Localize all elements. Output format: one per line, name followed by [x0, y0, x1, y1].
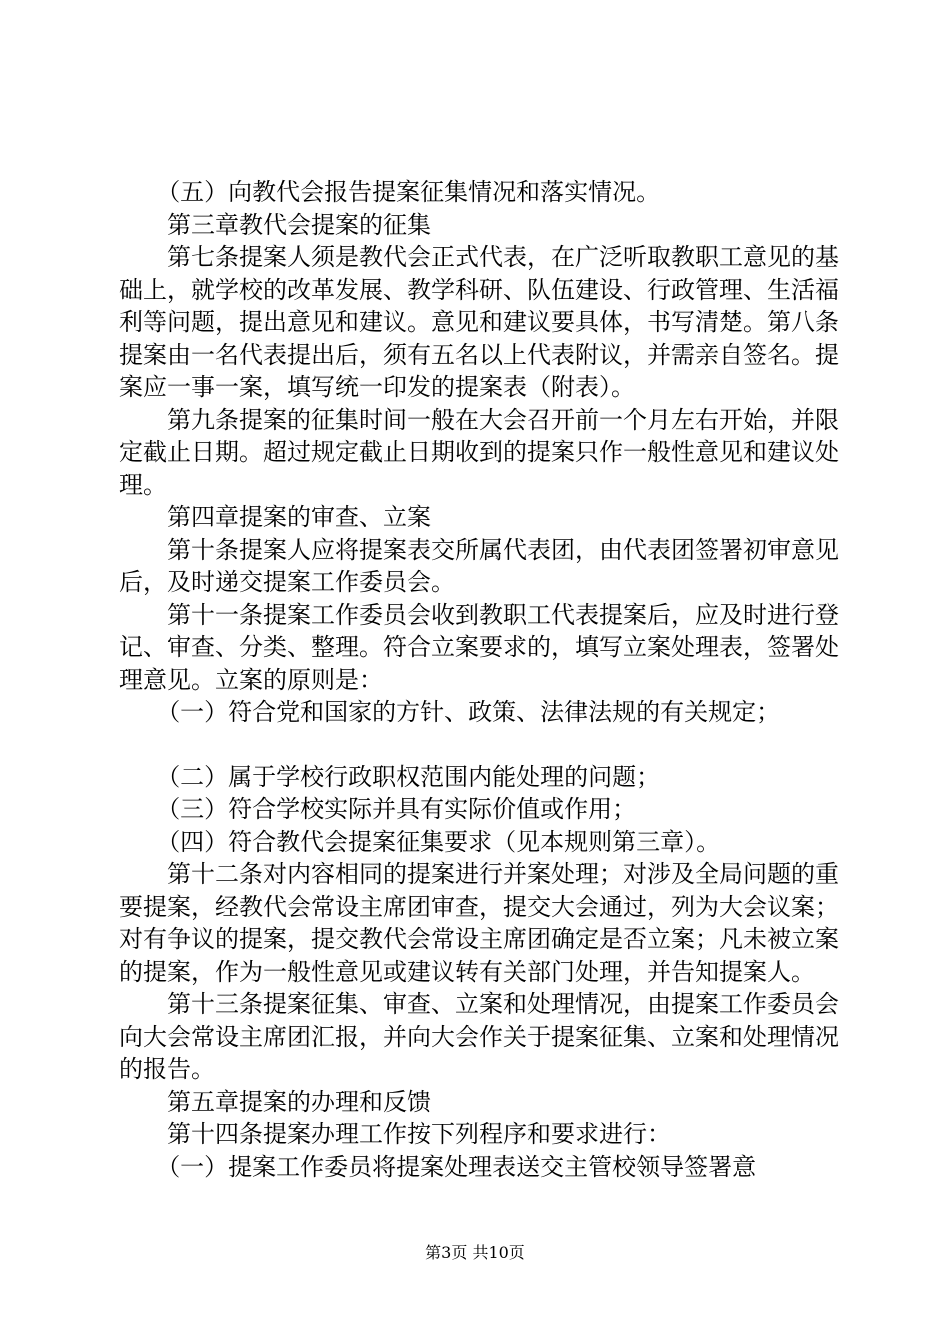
list-item: （一）符合党和国家的方针、政策、法律法规的有关规定；	[156, 698, 781, 726]
list-item: （二）属于学校行政职权范围内能处理的问题；	[156, 762, 661, 791]
article-paragraph: 第十三条提案征集、审查、立案和处理情况，由提案工作委员会向大会常设主席团汇报，并向大会作关于提案征集、立案和处理情况的报告。	[119, 990, 839, 1083]
list-item: （一）提案工作委员将提案处理表送交主管校领导签署意	[156, 1152, 757, 1181]
document-body	[119, 176, 839, 1183]
list-item: （三）符合学校实际并具有实际价值或作用；	[156, 795, 637, 823]
article-paragraph: 第十二条对内容相同的提案进行并案处理；对涉及全局问题的重要提案，经教代会常设主席团审查，提交大会通过，列为大会议案；对有争议的提案，提交教代会常设主席团确定是否立案；凡未被立案的提案，作为一般性意见或建议转有关部门处理，并告知提案人。	[119, 860, 839, 986]
article-paragraph: 第十四条提案办理工作按下列程序和要求进行：	[167, 1120, 671, 1148]
page-footer: 第3页 共10页	[425, 1243, 525, 1262]
article-paragraph: 第十一条提案工作委员会收到教职工代表提案后，应及时进行登记、审查、分类、整理。符合立案要求的，填写立案处理表，签署处理意见。立案的原则是：	[119, 600, 839, 694]
chapter-heading: 第三章教代会提案的征集	[167, 210, 431, 239]
list-item: （四）符合教代会提案征集要求（见本规则第三章）。	[156, 827, 721, 856]
list-item: （五）向教代会报告提案征集情况和落实情况。	[156, 178, 661, 206]
article-paragraph: 第七条提案人须是教代会正式代表，在广泛听取教职工意见的基础上，就学校的改革发展、教学科研、队伍建设、行政管理、生活福利等问题，提出意见和建议。意见和建议要具体，书写清楚。第八条提案由一名代表提出后，须有五名以上代表附议，并需亲自签名。提案应一事一案，填写统一印发的提案表（附表）。	[119, 243, 839, 401]
chapter-heading: 第四章提案的审查、立案	[167, 503, 431, 531]
article-paragraph: 第十条提案人应将提案表交所属代表团，由代表团签署初审意见后，及时递交提案工作委员会。	[119, 535, 839, 596]
chapter-heading: 第五章提案的办理和反馈	[167, 1087, 431, 1116]
article-paragraph: 第九条提案的征集时间一般在大会召开前一个月左右开始，并限定截止日期。超过规定截止日期收到的提案只作一般性意见和建议处理。	[119, 405, 839, 499]
